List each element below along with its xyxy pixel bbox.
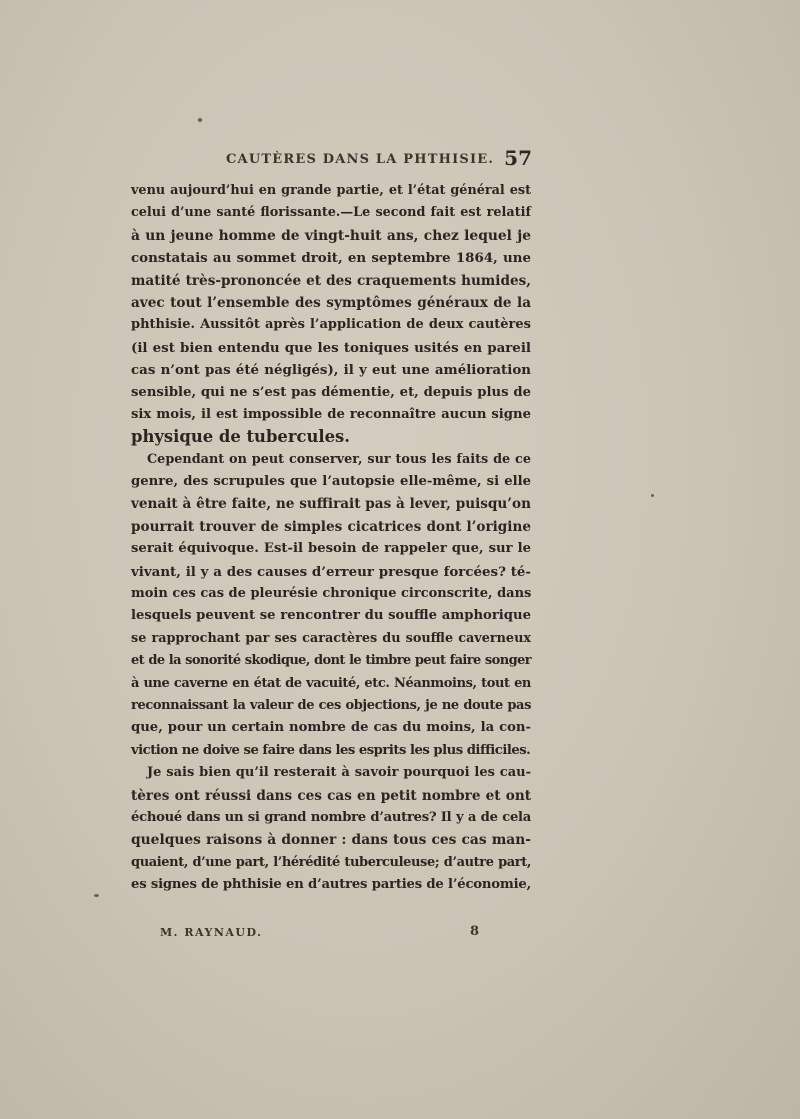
text-line: celui d’une santé florissante.—Le second fait est relatif [131, 205, 531, 221]
paragraph-start-line: Je sais bien qu’il resterait à savoir pourquoi les cau- [147, 765, 531, 781]
text-line: serait équivoque. Est-il besoin de rappeler que, sur le [131, 541, 531, 557]
paragraph-end-line: viction ne doive se faire dans les esprits les plus difficiles. [131, 742, 531, 758]
text-line: échoué dans un si grand nombre d’autres? Il y a de cela [131, 809, 531, 825]
signature-number: 8 [470, 924, 480, 939]
running-title: CAUTÈRES DANS LA PHTHISIE. [226, 152, 495, 167]
text-line: et de la sonorité skodique, dont le timbre peut faire songer [131, 653, 531, 669]
text-line: (il est bien entendu que les toniques usités en pareil [131, 339, 531, 356]
text-line: pourrait trouver de simples cicatrices dont l’origine [131, 518, 531, 535]
text-line: venait à être faite, ne suffirait pas à lever, puisqu’on [131, 496, 531, 513]
ink-speck [94, 894, 99, 897]
paragraph-end-line: physique de tubercules. [131, 427, 350, 447]
text-line: sensible, qui ne s’est pas démentie, et, depuis plus de [131, 384, 531, 400]
text-line: reconnaissant la valeur de ces objections, je ne doute pas [131, 697, 531, 713]
text-line: se rapprochant par ses caractères du souffle caverneux [131, 630, 531, 646]
text-line: matité très-prononcée et des craquements humides, [131, 272, 531, 289]
text-line: genre, des scrupules que l’autopsie elle-même, si elle [131, 474, 531, 490]
text-line: six mois, il est impossible de reconnaître aucun signe [131, 406, 531, 422]
text-line: phthisie. Aussitôt après l’application de deux cautères [131, 317, 531, 333]
page-number: 57 [504, 146, 532, 170]
text-line: es signes de phthisie en d’autres parties de l’économie, [131, 877, 531, 893]
text-line: cas n’ont pas été négligés), il y eut une amélioration [131, 362, 531, 379]
text-line: lesquels peuvent se rencontrer du souffle amphorique [131, 608, 531, 624]
printer-signature: M. RAYNAUD. [160, 926, 263, 939]
text-line: venu aujourd’hui en grande partie, et l’état général est [131, 183, 531, 198]
text-line: constatais au sommet droit, en septembre 1864, une [131, 250, 531, 267]
text-line: vivant, il y a des causes d’erreur presque forcées? té- [131, 563, 531, 580]
page-header [130, 146, 530, 172]
text-line: à un jeune homme de vingt-huit ans, chez lequel je [131, 227, 531, 244]
text-line: que, pour un certain nombre de cas du moins, la con- [131, 720, 531, 736]
text-line: tères ont réussi dans ces cas en petit nombre et ont [131, 787, 531, 804]
text-line: avec tout l’ensemble des symptômes généraux de la [131, 294, 531, 311]
text-line: quaient, d’une part, l’hérédité tuberculeuse; d’autre part, [131, 854, 531, 870]
text-line: moin ces cas de pleurésie chronique circonscrite, dans [131, 586, 532, 602]
body-text [131, 180, 531, 897]
text-line: quelques raisons à donner : dans tous ces cas man- [131, 832, 531, 849]
ink-speck [651, 494, 654, 497]
page-footer [160, 924, 490, 942]
ink-speck [198, 118, 202, 122]
paragraph-start-line: Cependant on peut conserver, sur tous les faits de ce [147, 451, 531, 467]
text-line: à une caverne en état de vacuité, etc. Néanmoins, tout en [131, 675, 531, 691]
